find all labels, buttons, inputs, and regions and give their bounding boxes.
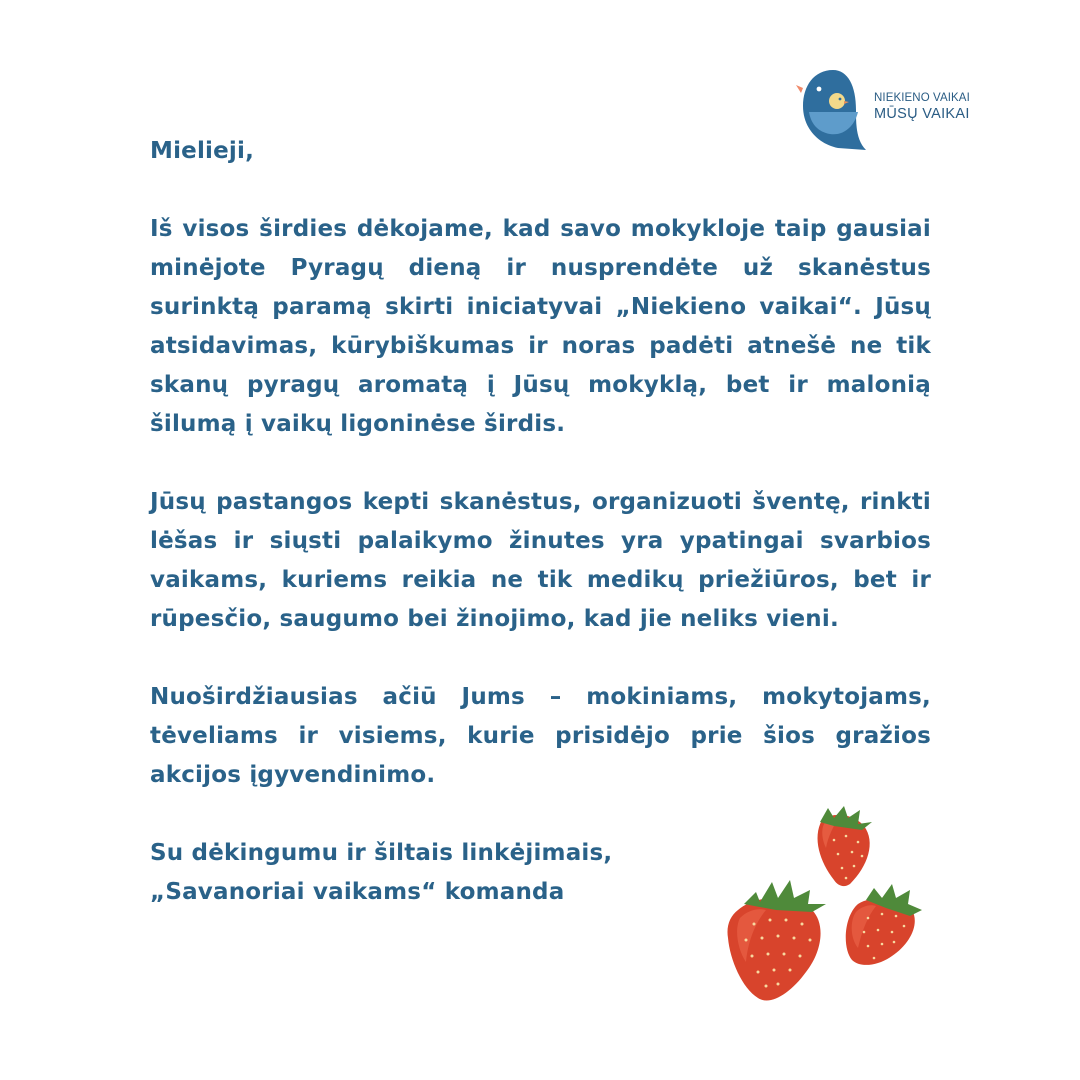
strawberry-large [727, 880, 826, 1000]
letter-body [150, 132, 931, 912]
paragraph-thanks: Iš visos širdies dėkojame, kad savo mokykloje taip gausiai minėjote Pyragų dieną ir nusprendėte už skanėstus surinktą paramą skirti iniciatyvai „Niekieno vaikai“. Jūsų atsidavimas, kūrybiškumas ir noras padėti atnešė ne tik skanų pyragų aromatą į Jūsų mokyklą, bet ir malonią šilumą į vaikų ligoninėse širdis. [150, 216, 931, 437]
logo-text-top: NIEKIENO VAIKAI [874, 92, 970, 104]
strawberry-top [818, 806, 872, 886]
strawberry-right [846, 884, 922, 965]
logo-text-bottom: MŪSŲ VAIKAI [874, 106, 970, 122]
signature: „Savanoriai vaikams“ komanda [150, 879, 565, 905]
greeting: Mielieji, [150, 138, 255, 164]
paragraph-gratitude: Nuoširdžiausias ačiū Jums – mokiniams, mokytojams, tėveliams ir visiems, kurie prisidėjo prie šios gražios akcijos įgyvendinimo. [150, 684, 931, 788]
closing-line: Su dėkingumu ir šiltais linkėjimais, [150, 840, 613, 866]
strawberries-icon [716, 800, 946, 1010]
paragraph-efforts: Jūsų pastangos kepti skanėstus, organizuoti šventę, rinkti lėšas ir siųsti palaikymo žinutes yra ypatingai svarbios vaikams, kuriems reikia ne tik medikų priežiūros, bet ir rūpesčio, saugumo bei žinojimo, kad jie neliks vieni. [150, 489, 931, 632]
